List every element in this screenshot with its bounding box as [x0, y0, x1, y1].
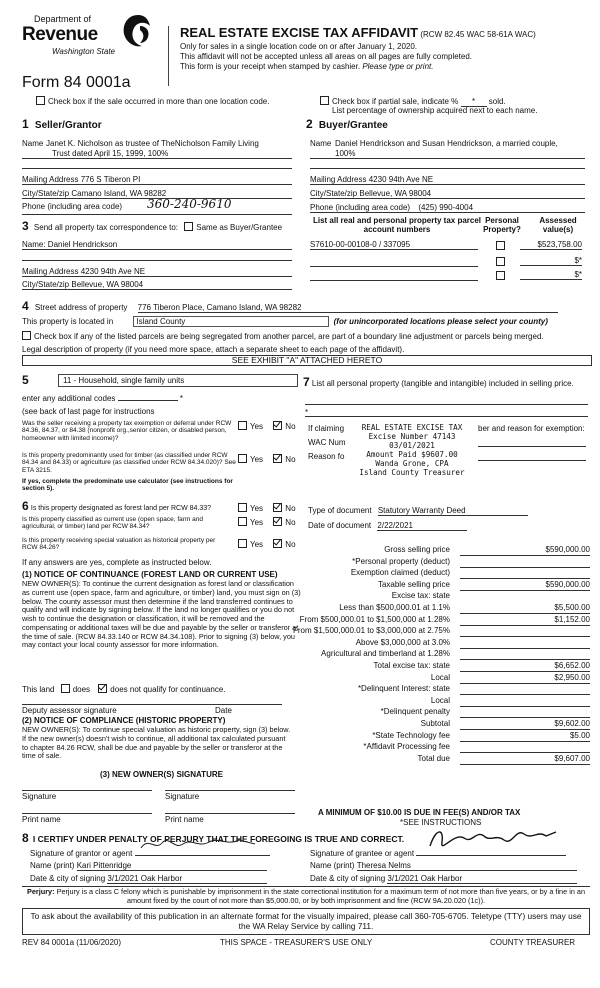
continuance-heading: (1) NOTICE OF CONTINUANCE (FOREST LAND OR CURRENT USE) [22, 570, 278, 579]
stamp-line1: REAL ESTATE EXCISE TAX [361, 423, 463, 432]
calc-value[interactable]: $9,602.00 [460, 719, 590, 730]
grantee-signature-row [310, 846, 590, 858]
multi-location-row [36, 96, 269, 106]
grantor-signature-field[interactable] [135, 846, 270, 856]
calc-value[interactable] [460, 638, 590, 649]
doc-date-field[interactable]: 2/22/2021 [377, 521, 467, 531]
alternate-format-notice: To ask about the availability of this publication in an alternate format for the visually impaired, please call 360-705-6705. Teletype (TTY) users may use the WA Relay Service by calling 711. [22, 908, 590, 935]
header-divider [168, 26, 169, 86]
does-label: does [72, 685, 91, 694]
calc-label: From $500,000.01 to $1,500,000 at 1.28% [299, 614, 450, 624]
footer-treasurer-use: THIS SPACE - TREASURER'S USE ONLY [220, 938, 373, 947]
parcel-row-3-value[interactable]: $* [520, 270, 582, 280]
seller-phone-field[interactable]: 360-240-9610 [147, 197, 232, 211]
calc-value[interactable]: $9,607.00 [460, 754, 590, 765]
q-historic-no-label: No [285, 540, 296, 549]
legal-desc-field[interactable]: SEE EXHIBIT "A" ATTACHED HERETO [22, 355, 592, 366]
q-current-use-yes-checkbox[interactable] [238, 517, 247, 526]
form-title-ref: (RCW 82.45 WAC 58-61A WAC) [420, 30, 536, 39]
multi-location-label: Check box if the sale occurred in more than one location code. [48, 97, 270, 106]
seller-name-line1[interactable]: Janet K. Nicholson as trustee of TheNicholson Family Living [46, 139, 259, 148]
doc-type-label: Type of document [308, 506, 372, 515]
q-current-use-answers [238, 517, 296, 527]
corr-mail-field[interactable]: 4230 94th Ave NE [80, 267, 146, 276]
calc-value[interactable]: $590,000.00 [460, 545, 590, 556]
property-location-row [22, 316, 548, 327]
form-title: REAL ESTATE EXCISE TAX AFFIDAVIT [180, 25, 419, 40]
calc-label: Above $3,000,000 at 3.0% [355, 637, 450, 647]
q-forest-answers [238, 503, 296, 513]
calc-row [310, 731, 590, 742]
wac-line [478, 446, 586, 447]
buyer-phone-field[interactable]: (425) 990-4004 [418, 203, 474, 212]
buyer-name-label: Name [310, 139, 332, 148]
seller-phone-row [22, 197, 292, 215]
personal-property-label: List all personal property (tangible and intangible) included in selling price. [311, 379, 574, 388]
parcel-col-header: List all real and personal property tax parcel account numbers [312, 216, 482, 235]
calc-value[interactable]: $5,500.00 [460, 603, 590, 614]
personal-property-line-2 [305, 416, 588, 417]
use-code-select[interactable]: 11 - Household, single family units [58, 374, 298, 387]
calc-label: Less than $500,000.01 at 1.1% [339, 603, 450, 612]
parcel-row-3-number[interactable] [310, 270, 478, 281]
personal-property-col-header: Personal Property? [483, 216, 521, 235]
q-current-use-no-label: No [285, 518, 296, 527]
q-forest-yes-label: Yes [250, 504, 264, 513]
q-timber-no-checkbox[interactable] [273, 454, 282, 463]
calc-label: Exemption claimed (deduct) [350, 568, 450, 578]
calc-label: Taxable selling price [377, 579, 450, 589]
stamp-line4: Amount Paid $9607.00 [366, 449, 458, 459]
owner-print-line-1 [22, 813, 152, 814]
buyer-city-row [310, 189, 585, 199]
calc-label: From $1,500,000.01 to $3,000,000 at 2.75% [292, 626, 450, 636]
q-timber-yes-checkbox[interactable] [238, 454, 247, 463]
form-title-block [180, 26, 590, 41]
calc-label: *Delinquent penalty [380, 707, 450, 717]
parcel-row-1-number[interactable]: S7610-00-00108-0 / 337095 [310, 240, 478, 250]
calc-row [310, 580, 590, 591]
calc-row [310, 603, 590, 614]
corr-mail-row [22, 267, 292, 277]
grantee-signature-label: Signature of grantee or agent [310, 849, 415, 858]
see-back: (see back of last page for instructions [22, 407, 155, 416]
buyer-heading-text: Buyer/Grantee [318, 120, 388, 131]
corr-heading [22, 220, 282, 234]
grantee-signature-scrawl-icon [424, 824, 559, 856]
seller-mail-label: Mailing Address [22, 175, 79, 184]
calc-value[interactable]: $5.00 [460, 731, 590, 742]
q-timber: Is this property predominantly used for timber (as classified under RCW 84.34 and 84.33) or agriculture (as classified under RCW 84.34.020)? See ETA 3215. [22, 452, 236, 474]
grantor-print-label: Name (print) [30, 861, 75, 870]
agency-line2: Revenue [22, 24, 98, 45]
q-timber-answers [238, 454, 296, 464]
seller-name-label: Name [22, 139, 44, 148]
buyer-name-line2[interactable]: 100% [310, 149, 585, 159]
grantor-print-field[interactable]: Kari Pittenridge [77, 861, 267, 871]
calc-label: Gross selling price [384, 545, 450, 554]
q-timber-if: If yes, complete the predominate use calculator (see instructions for section 5). [22, 478, 233, 493]
calc-row [310, 649, 590, 660]
buyer-blank-line [310, 168, 585, 169]
q-exemption-yes-checkbox[interactable] [238, 421, 247, 430]
partial-sale-checkbox[interactable] [320, 96, 329, 105]
q-forest-no-label: No [285, 504, 296, 513]
corr-name-field[interactable]: Daniel Hendrickson [47, 240, 118, 249]
q-historic-no-checkbox[interactable] [273, 539, 282, 548]
q-exemption-yes-label: Yes [250, 422, 264, 431]
header-sub3-italic: Please type or print. [362, 62, 434, 71]
segregated-label: Check box if any of the listed parcels are being segregated from another parcel, are part of a boundary line adjustment or parcels being merged. [34, 332, 544, 341]
owner-signature-label-1: Signature [22, 792, 57, 801]
parcel-row-2-personal-checkbox[interactable] [496, 257, 505, 266]
grantor-signature-label: Signature of grantor or agent [30, 849, 133, 858]
personal-property-section-number: 7 [303, 375, 310, 389]
property-location-label: This property is located in [22, 317, 114, 326]
partial-note: List percentage of ownership acquired next to each name. [332, 106, 538, 115]
calc-row [310, 591, 590, 602]
q-forest-no-checkbox[interactable] [273, 503, 282, 512]
addl-codes-field[interactable] [118, 392, 178, 401]
stamp-line3: 03/01/2021 [389, 440, 435, 450]
use-section-number: 5 [22, 373, 29, 387]
q-exemption-no-label: No [285, 422, 296, 431]
calc-row [310, 661, 590, 672]
calc-row [310, 568, 590, 579]
county-select[interactable]: Island County [133, 316, 329, 327]
calc-value[interactable] [460, 626, 590, 637]
q-historic-yes-label: Yes [250, 540, 264, 549]
q-forest-yes-checkbox[interactable] [238, 503, 247, 512]
seller-heading-text: Seller/Grantor [34, 120, 102, 131]
corr-city-label: City/State/zip [22, 280, 70, 289]
parcel-row-2-value[interactable]: $* [520, 256, 582, 266]
deputy-sign-line [22, 704, 282, 705]
owner-print-line-2 [165, 813, 295, 814]
calc-label: Total due [417, 753, 450, 763]
continuance-row [22, 684, 225, 694]
corr-blank-line [22, 260, 292, 261]
calc-row [310, 696, 590, 707]
treasurer-stamp [346, 424, 478, 478]
calc-label: *Delinquent Interest: state [357, 684, 450, 694]
calc-row [310, 754, 590, 765]
calc-label: Excise tax: state [391, 591, 450, 601]
partial-sale-label: Check box if partial sale, indicate % [332, 97, 459, 106]
calc-row [292, 626, 590, 637]
parcel-row-2-number[interactable] [310, 256, 478, 267]
footer-form-rev: REV 84 0001a (11/06/2020) [22, 938, 122, 947]
header-sub3: This form is your receipt when stamped by cashier. [180, 62, 361, 71]
header-sub3-wrap [180, 62, 433, 71]
q-timber-no-label: No [285, 455, 296, 464]
stamp-line5: Wanda Grone, CPA [375, 458, 449, 468]
corr-heading-text: Send all property tax correspondence to: [33, 223, 179, 232]
q-historic: Is this property receiving special valuation as historical property per RCW 84.26? [22, 537, 216, 552]
compliance-heading: (2) NOTICE OF COMPLIANCE (HISTORIC PROPERTY) [22, 716, 226, 725]
calc-row [310, 545, 590, 556]
addl-codes-star: * [179, 394, 183, 403]
footer-county-treasurer: COUNTY TREASURER [490, 938, 576, 947]
calc-row [310, 707, 590, 718]
grantor-print-row [30, 861, 267, 871]
segregated-row [22, 331, 544, 341]
buyer-section-number: 2 [306, 117, 313, 131]
agency-line3: Washington State [52, 47, 116, 56]
personal-property-line-1 [305, 404, 588, 405]
buyer-city-label: City/State/zip [310, 189, 358, 198]
calc-row [310, 719, 590, 730]
buyer-mail-label: Mailing Address [310, 175, 367, 184]
corr-name-row [22, 240, 292, 250]
seller-city-field[interactable]: Camano Island, WA 98282 [71, 189, 167, 198]
parcel-row-1-personal-checkbox[interactable] [496, 241, 505, 250]
calc-label: Subtotal [420, 719, 450, 728]
seller-mail-row [22, 175, 292, 185]
header-sub1: Only for sales in a single location code on or after January 1, 2020. [180, 42, 418, 51]
if-yes-note: If any answers are yes, complete as instructed below. [22, 558, 212, 567]
q-current-use-no-checkbox[interactable] [273, 517, 282, 526]
header-sub2: This affidavit will not be accepted unless all areas on all pages are fully completed. [180, 52, 473, 61]
q-current-use-yes-label: Yes [250, 518, 264, 527]
seller-city-label: City/State/zip [22, 189, 70, 198]
compliance-body: NEW OWNER(S): To continue special valuation as historic property, sign (3) below. If the new owner(s) doesn't wish to continue, all additional tax calculated pursuant to chapter 84.26 RCW, shall be due and payable by the seller or transferor at the time of sale. [22, 725, 291, 761]
calc-value[interactable] [460, 568, 590, 579]
doc-type-row [308, 506, 528, 516]
new-owner-heading: (3) NEW OWNER(S) SIGNATURE [100, 770, 223, 779]
calc-value[interactable]: $590,000.00 [460, 580, 590, 591]
does-qualify-checkbox[interactable] [61, 684, 70, 693]
grantor-signature-row [30, 846, 290, 858]
uninc-note: (for unincorporated locations please select your county) [333, 317, 548, 326]
q-current-use: Is this property classified as current use (open space, farm and agricultural, or timber) land per RCW 84.34? [22, 516, 204, 531]
buyer-mail-field[interactable]: 4230 94th Ave NE [368, 175, 434, 184]
dor-logo [22, 10, 162, 72]
minimum-due: A MINIMUM OF $10.00 IS DUE IN FEE(S) AND/OR TAX [318, 808, 521, 817]
owner-print-label-1: Print name [22, 815, 61, 824]
corr-section-number: 3 [22, 219, 29, 233]
doc-date-row [308, 521, 467, 531]
calc-row [310, 684, 590, 695]
perjury-bold-label: Perjury: [26, 887, 55, 896]
owner-print-label-2: Print name [165, 815, 204, 824]
buyer-city-field[interactable]: Bellevue, WA 98004 [359, 189, 432, 198]
owner-signature-label-2: Signature [165, 792, 200, 801]
personal-property-star: * [305, 408, 309, 417]
form-number: Form 84 0001a [22, 74, 131, 91]
same-as-buyer-checkbox[interactable] [184, 222, 193, 231]
buyer-phone-row [310, 203, 585, 213]
grantee-print-field[interactable]: Theresa Nelms [357, 861, 577, 871]
corr-city-row [22, 280, 292, 290]
q-exemption: Was the seller receiving a property tax exemption or deferral under RCW 84.36, 84.37, or 84.38 (nonprofit org.,senior citizen, or disabled person, homeowner with limited income)? [22, 420, 232, 442]
current-use-section-number: 6 [22, 499, 29, 513]
does-not-qualify-checkbox[interactable] [98, 684, 107, 693]
buyer-name-line1[interactable]: Daniel Hendrickson and Susan Hendrickson, a married couple, [335, 139, 558, 148]
calc-value[interactable] [460, 742, 590, 753]
calc-row [299, 614, 590, 626]
multi-location-checkbox[interactable] [36, 96, 45, 105]
q-exemption-no-checkbox[interactable] [273, 421, 282, 430]
seller-phone-label: Phone (including area code) [22, 202, 123, 211]
addl-codes-label: enter any additional codes [22, 394, 116, 403]
assessed-value-col-header: Assessed value(s) [539, 216, 577, 235]
calc-label: *State Technology fee [372, 730, 450, 740]
grantee-print-row [310, 861, 577, 871]
grantee-date-label: Date & city of signing [310, 874, 386, 883]
q-forest: Is this property designated as forest land per RCW 84.33? [30, 505, 212, 512]
addl-codes-row [22, 392, 183, 403]
grantee-date-field[interactable]: 3/1/2021 Oak Harbor [387, 874, 577, 884]
calc-label: Agricultural and timberland at 1.28% [321, 649, 450, 659]
seller-heading [22, 118, 102, 132]
exemption-claim-label: If claiming [308, 424, 345, 433]
q-historic-yes-checkbox[interactable] [238, 539, 247, 548]
q-exemption-answers [238, 421, 296, 431]
corr-city-field[interactable]: Bellevue, WA 98004 [71, 280, 144, 289]
calc-value[interactable] [460, 696, 590, 707]
grantor-date-field[interactable]: 3/1/2021 Oak Harbor [107, 874, 267, 884]
calc-row [310, 742, 590, 753]
corr-mail-label: Mailing Address [22, 267, 79, 276]
corr-name-label: Name: [22, 240, 46, 249]
partial-sold-label: sold. [488, 97, 506, 106]
doc-date-label: Date of document [308, 521, 372, 530]
calc-label: Local [430, 695, 450, 705]
calc-value[interactable] [460, 684, 590, 695]
segregated-checkbox[interactable] [22, 331, 31, 340]
calc-label: *Personal property (deduct) [352, 556, 450, 566]
see-instructions: *SEE INSTRUCTIONS [400, 818, 482, 827]
perjury-notice [22, 886, 590, 906]
calc-label: Total excise tax: state [373, 661, 450, 670]
calc-value[interactable]: $1,152.00 [460, 615, 590, 626]
property-address-row [22, 300, 590, 314]
q-timber-yes-label: Yes [250, 455, 264, 464]
calc-value[interactable]: $2,950.00 [460, 673, 590, 684]
continuance-body: NEW OWNER(S): To continue the current designation as forest land or classification as current use (open space, farm and agriculture, or timber) land, you must sign on (3) below. The county assessor must then determine if the land transferred continues to qualify and will indicate by signing below. If the land no longer qualifies or you do not wish to continue the designation or classification, it will be removed and the compensating or additional taxes will be due and payable by the seller or transferor at the time of sale. (RCW 84.33.140 or RCW 84.34.108). Prior to signing (3) below, you may contact your local county assessor for more information. [22, 579, 301, 650]
stamp-line6: Island County Treasurer [359, 467, 465, 477]
grantor-date-row [30, 874, 267, 884]
calc-value[interactable] [460, 707, 590, 718]
calc-value[interactable] [460, 557, 590, 568]
property-address-label: Street address of property [34, 303, 128, 312]
grantor-date-label: Date & city of signing [30, 874, 106, 883]
reason-line [478, 460, 586, 461]
buyer-heading [306, 118, 388, 132]
deputy-signature-label: Deputy assessor signature [22, 706, 117, 715]
perjury-text: Perjury is a class C felony which is punishable by imprisonment in the state correctional institution for a maximum term of not more than five years, or by a fine in an amount fixed by the court of not more than $5,000.00, or by both imprisonment and fine (RCW 9A.20.020 (1c)). [56, 887, 586, 905]
grantee-signature-field[interactable] [416, 846, 566, 856]
property-section-number: 4 [22, 299, 29, 313]
dor-swirl-logo-icon [118, 12, 158, 52]
exemption-claim-rest: ber and reason for exemption: [478, 424, 585, 433]
stamp-line2: Excise Number 47143 [368, 431, 456, 441]
calc-row [310, 557, 590, 568]
deputy-date-label: Date [215, 706, 232, 715]
buyer-phone-label: Phone (including area code) [310, 203, 411, 212]
seller-name-line2[interactable]: Trust dated April 15, 1999, 100% [22, 149, 292, 159]
does-not-label: does not qualify for continuance. [110, 685, 226, 694]
calc-row [310, 673, 590, 684]
agency-line1: Department of [34, 14, 92, 24]
calc-label: *Affidavit Processing fee [363, 742, 450, 752]
legal-desc-label: Legal description of property (if you need more space, attach a separate sheet to each page of the affidavit). [22, 345, 405, 354]
buyer-mail-row [310, 175, 585, 185]
seller-section-number: 1 [22, 117, 29, 131]
grantor-signature-scrawl-icon [139, 834, 259, 854]
parcel-row-1-value[interactable]: $523,758.00 [520, 240, 582, 250]
this-land-label: This land [22, 685, 55, 694]
reason-label: Reason fo [308, 452, 345, 461]
same-as-buyer-label: Same as Buyer/Grantee [196, 223, 283, 232]
parcel-row-3-personal-checkbox[interactable] [496, 271, 505, 280]
property-address-field[interactable]: 776 Tiberon Place, Camano Island, WA 98282 [138, 303, 558, 313]
calc-row [310, 638, 590, 649]
owner-sign-line-1 [22, 790, 152, 791]
personal-property-row [303, 376, 588, 390]
owner-sign-line-2 [165, 790, 295, 791]
calc-value[interactable]: $6,652.00 [460, 661, 590, 672]
doc-type-field[interactable]: Statutory Warranty Deed [378, 506, 528, 516]
calc-value[interactable] [460, 649, 590, 660]
certify-section-number: 8 [22, 831, 29, 845]
grantee-print-label: Name (print) [310, 861, 355, 870]
seller-blank-line [22, 168, 292, 169]
certify-statement: I CERTIFY UNDER PENALTY OF PERJURY THAT THE FOREGOING IS TRUE AND CORRECT. [32, 834, 405, 844]
calc-label: Local [430, 672, 450, 682]
seller-mail-field[interactable]: 776 S Tiberon PI [80, 175, 141, 184]
partial-percent-field[interactable]: * [461, 97, 487, 107]
wac-number-label: WAC Num [308, 438, 346, 447]
grantee-date-row [310, 874, 577, 884]
q-historic-answers [238, 539, 296, 549]
